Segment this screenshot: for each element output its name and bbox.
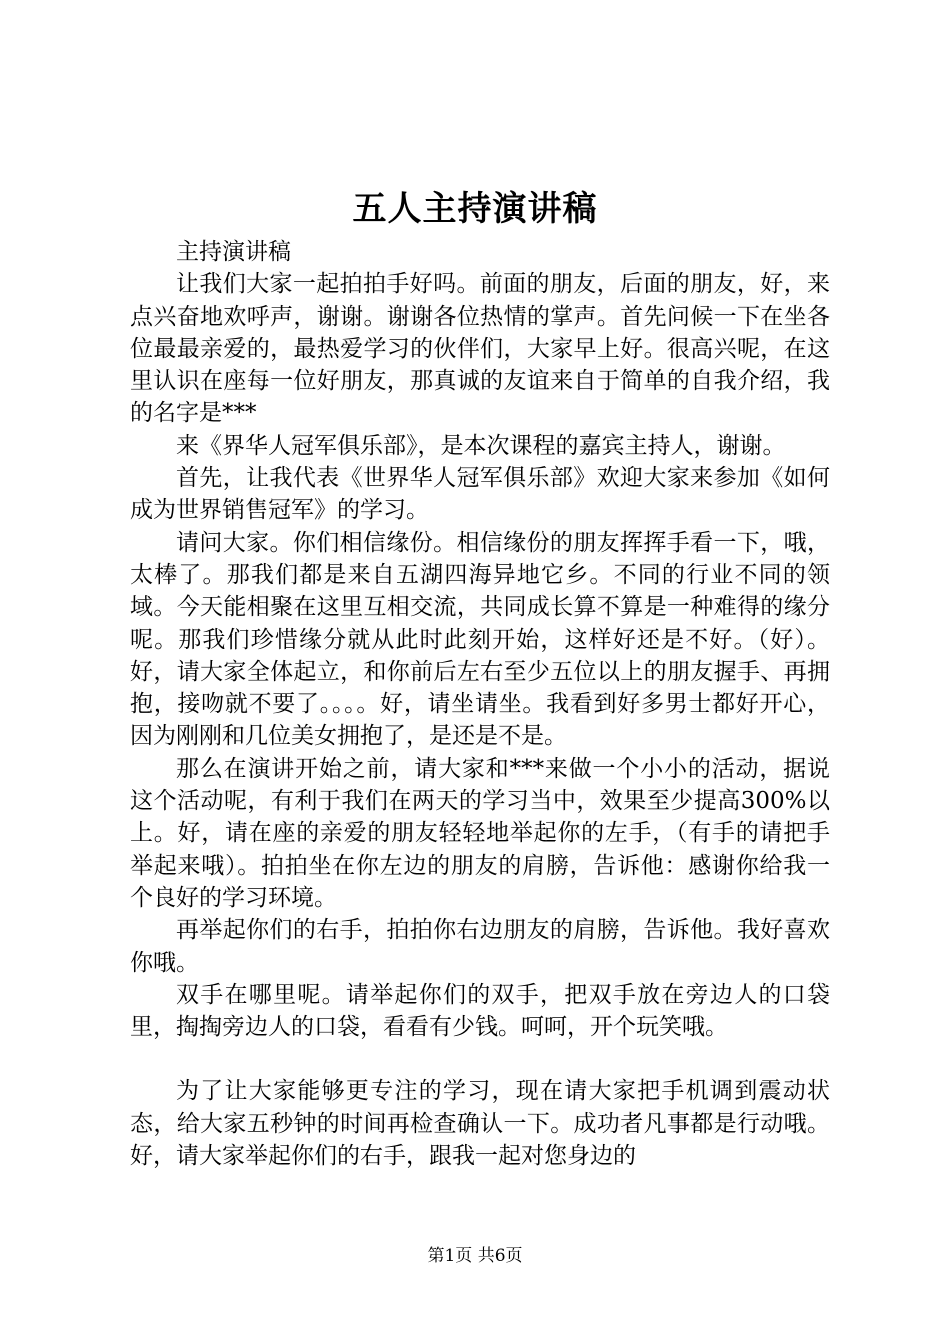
page-footer: 第1页 共6页 — [427, 1246, 523, 1266]
paragraph: 为了让大家能够更专注的学习，现在请大家把手机调到震动状态，给大家五秒钟的时间再检查确认一下。成功者凡事都是行动哦。好，请大家举起你们的右手，跟我一起对您身边的 — [130, 1078, 830, 1170]
paragraph: 首先，让我代表《世界华人冠军俱乐部》欢迎大家来参加《如何成为世界销售冠军》的学习。 — [130, 465, 830, 524]
paragraph: 那么在演讲开始之前，请大家和***来做一个小小的活动，据说这个活动呢，有利于我们在两天的学习当中，效果至少提高300%以上。好，请在座的亲爱的朋友轻轻地举起你的左手，（有手的请把手举起来哦）。拍拍坐在你左边的朋友的肩膀，告诉他：感谢你给我一个良好的学习环境。 — [130, 755, 830, 911]
paragraph: 双手在哪里呢。请举起你们的双手，把双手放在旁边人的口袋里，掏掏旁边人的口袋，看看有少钱。呵呵，开个玩笑哦。 — [130, 981, 830, 1041]
paragraph: 让我们大家一起拍拍手好吗。前面的朋友，后面的朋友，好，来点兴奋地欢呼声，谢谢。谢谢各位热情的掌声。首先问候一下在坐各位最最亲爱的，最热爱学习的伙伴们，大家早上好。很高兴呢，在这里认识在座每一位好朋友，那真诚的友谊来自于简单的自我介绍，我的名字是*** — [130, 271, 830, 427]
paragraph-heading: 主持演讲稿 — [176, 239, 291, 265]
document-title: 五人主持演讲稿 — [352, 189, 598, 229]
paragraph-spacer — [130, 1043, 830, 1075]
paragraph: 请问大家。你们相信缘份。相信缘份的朋友挥挥手看一下，哦，太棒了。那我们都是来自五湖四海异地它乡。不同的行业不同的领域。今天能相聚在这里互相交流，共同成长算不算是一种难得的缘分呢。那我们珍惜缘分就从此时此刻开始，这样好还是不好。（好）。好，请大家全体起立，和你前后左右至少五位以上的朋友握手、再拥抱，接吻就不要了。。。。好，请坐请坐。我看到好多男士都好开心，因为刚刚和几位美女拥抱了，是还是不是。 — [130, 529, 830, 750]
paragraph: 来《界华人冠军俱乐部》，是本次课程的嘉宾主持人，谢谢。 — [176, 432, 786, 459]
paragraph: 再举起你们的右手，拍拍你右边朋友的肩膀，告诉他。我好喜欢你哦。 — [130, 917, 830, 976]
document-body — [130, 236, 830, 1172]
